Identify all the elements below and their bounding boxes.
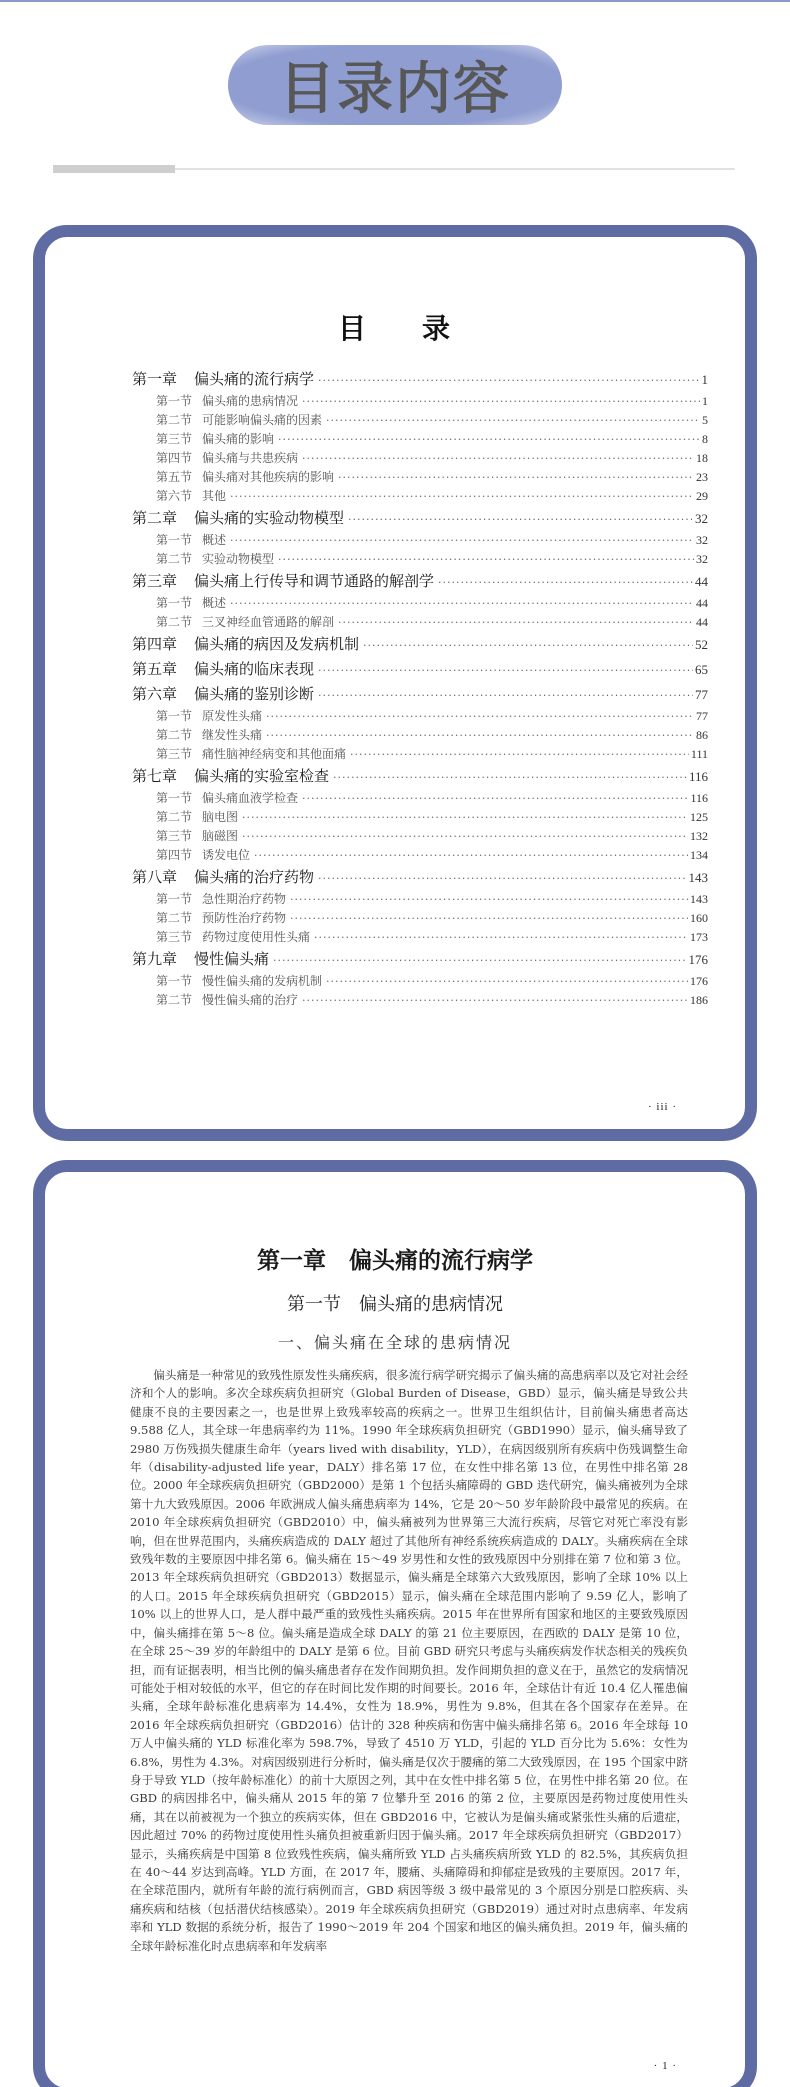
section-number: 第五节 <box>156 470 193 484</box>
section-title: 慢性偏头痛的治疗 <box>202 993 299 1007</box>
page-ref: 23 <box>696 470 708 484</box>
page-ref: 132 <box>690 829 708 843</box>
section-title: 原发性头痛 <box>202 709 263 723</box>
chapter-heading: 第一章 偏头痛的流行病学 <box>257 1248 533 1274</box>
section-title: 急性期治疗药物 <box>202 892 287 906</box>
chapter-number: 第一章 <box>132 370 178 388</box>
dot-leader <box>348 507 693 531</box>
section-title: 偏头痛的患病情况 <box>202 394 299 408</box>
dot-leader <box>273 948 686 972</box>
section-title: 偏头痛对其他疾病的影响 <box>202 470 335 484</box>
dot-leader <box>314 928 688 947</box>
section-title: 概述 <box>202 533 227 547</box>
dot-leader <box>266 726 694 745</box>
toc-section-entry[interactable] <box>132 991 708 1010</box>
page-ref: 44 <box>695 574 708 589</box>
toc-list <box>132 367 708 1010</box>
top-border-strip <box>0 0 790 2</box>
dot-leader <box>350 745 689 764</box>
chapter-number: 第二章 <box>132 509 178 527</box>
toc-heading-left: 目 <box>337 312 368 345</box>
toc-heading-right: 录 <box>422 312 453 345</box>
page-ref: 18 <box>696 451 708 465</box>
page-ref: 116 <box>690 791 708 805</box>
chapter-title: 偏头痛的病因及发病机制 <box>194 635 360 653</box>
page-ref: 125 <box>690 810 708 824</box>
content-page <box>33 1160 757 2087</box>
subsection-heading: 一、偏头痛在全球的患病情况 <box>277 1333 512 1352</box>
toc-chapter-entry[interactable] <box>132 865 708 890</box>
section-number: 第二节 <box>156 993 193 1007</box>
page-ref: 77 <box>696 709 708 723</box>
page-ref: 29 <box>696 489 708 503</box>
section-number: 第四节 <box>156 451 193 465</box>
section-number: 第一节 <box>156 533 193 547</box>
dot-leader <box>318 866 686 890</box>
chapter-number: 第六章 <box>132 685 178 703</box>
section-number: 第二节 <box>156 728 193 742</box>
toc-section-entry[interactable] <box>132 745 708 764</box>
section-number: 第一节 <box>156 394 193 408</box>
page-ref: 176 <box>690 974 708 988</box>
toc-section-entry[interactable] <box>132 827 708 846</box>
section-number: 第三节 <box>156 747 193 761</box>
toc-chapter-entry[interactable] <box>132 682 708 707</box>
page-ref: 86 <box>696 728 708 742</box>
dot-leader <box>338 613 694 632</box>
toc-section-entry[interactable] <box>132 909 708 928</box>
chapter-title: 偏头痛的治疗药物 <box>194 868 315 886</box>
dot-leader <box>326 972 688 991</box>
toc-section-entry[interactable] <box>132 550 708 569</box>
divider-accent <box>53 165 175 173</box>
section-title: 偏头痛与共患疾病 <box>202 451 299 465</box>
toc-chapter-entry[interactable] <box>132 632 708 657</box>
page-ref: 176 <box>688 952 708 967</box>
dot-leader <box>333 765 687 789</box>
section-number: 第三节 <box>156 930 193 944</box>
section-number: 第二节 <box>156 413 193 427</box>
dot-leader <box>254 846 688 865</box>
page-ref: 160 <box>690 911 708 925</box>
section-number: 第三节 <box>156 432 193 446</box>
section-title: 概述 <box>202 596 227 610</box>
toc-chapter-entry[interactable] <box>132 367 708 392</box>
section-title: 实验动物模型 <box>202 552 275 566</box>
dot-leader <box>230 531 694 550</box>
dot-leader <box>318 658 693 682</box>
section-number: 第一节 <box>156 974 193 988</box>
section-number: 第二节 <box>156 810 193 824</box>
toc-section-entry[interactable] <box>132 449 708 468</box>
chapter-number: 第五章 <box>132 660 178 678</box>
section-number: 第四节 <box>156 848 193 862</box>
toc-section-entry[interactable] <box>132 890 708 909</box>
section-title: 诱发电位 <box>202 848 251 862</box>
dot-leader <box>363 633 693 657</box>
section-title: 药物过度使用性头痛 <box>202 930 311 944</box>
toc-section-entry[interactable] <box>132 430 708 449</box>
toc-chapter-entry[interactable] <box>132 947 708 972</box>
section-title: 目录内容 <box>279 57 511 122</box>
section-title: 慢性偏头痛的发病机制 <box>202 974 323 988</box>
chapter-number: 第四章 <box>132 635 178 653</box>
chapter-number: 第九章 <box>132 950 178 968</box>
page-ref: 44 <box>696 615 708 629</box>
dot-leader <box>438 570 693 594</box>
toc-section-entry[interactable] <box>132 487 708 506</box>
section-number: 第二节 <box>156 911 193 925</box>
section-title: 可能影响偏头痛的因素 <box>202 413 323 427</box>
toc-section-entry[interactable] <box>132 808 708 827</box>
chapter-number: 第三章 <box>132 572 178 590</box>
dot-leader <box>338 468 694 487</box>
dot-leader <box>302 449 694 468</box>
page-ref: 32 <box>695 511 708 526</box>
page-ref: 186 <box>690 993 708 1007</box>
page-ref: 8 <box>702 432 708 446</box>
section-number: 第二节 <box>156 615 193 629</box>
chapter-title: 偏头痛的流行病学 <box>194 370 315 388</box>
page-number: · 1 · <box>653 2060 677 2072</box>
section-title: 脑电图 <box>202 810 239 824</box>
toc-chapter-entry[interactable] <box>132 569 708 594</box>
dot-leader <box>302 991 688 1010</box>
page-ref: 111 <box>690 747 708 761</box>
dot-leader <box>266 707 694 726</box>
page-ref: 1 <box>702 394 708 408</box>
dot-leader <box>242 827 688 846</box>
page-ref: 173 <box>690 930 708 944</box>
dot-leader <box>318 683 693 707</box>
page-ref: 5 <box>702 413 708 427</box>
dot-leader <box>230 594 694 613</box>
toc-section-entry[interactable] <box>132 392 708 411</box>
dot-leader <box>302 789 688 808</box>
chapter-number: 第七章 <box>132 767 178 785</box>
toc-section-entry[interactable] <box>132 928 708 947</box>
body-paragraph: 偏头痛是一种常见的致残性原发性头痛疾病，很多流行病学研究揭示了偏头痛的高患病率以及它对社会经济和个人的影响。多次全球疾病负担研究（Global Burden of Disease，GBD）显示，偏头痛是导致公共健康不良的主要因素之一，也是世界上致残率较高的疾病之一。世界卫生组织估计，目前偏头痛患者高达 9.588 亿人，其全球一年患病率约为 11%。1990 年全球疾病负担研究（GBD1990）显示，偏头痛导致了 2980 万伤残损失健康生命年（years lived with disability，YLD），在病因级别所有疾病中伤残调整生命年（disability-adjusted life year，DALY）排名第 17 位，在女性中排名第 13 位，在男性中排名第 28 位。2000 年全球疾病负担研究（GBD2000）是第 1 个包括头痛障碍的 GBD 迭代研究，偏头痛被列为全球第十九大致残原因。2006 年欧洲成人偏头痛患病率为 14%，它是 20～50 岁年龄阶段中最常见的疾病。在 2010 年全球疾病负担研究（GBD2010）中，偏头痛被列为世界第三大流行疾病，尽管它对死亡率没有影响，但在世界范围内，头痛疾病造成的 DALY 超过了其他所有神经系统疾病造成的 DALY。头痛疾病在全球致残年数的主要原因中排名第 6。偏头痛在 15～49 岁男性和女性的致残原因中分别排在第 7 位和第 3 位。2013 年全球疾病负担研究（GBD2013）数据显示，偏头痛是全球第六大致残原因，影响了全球 10% 以上的人口。2015 年全球疾病负担研究（GBD2015）显示，偏头痛在全球范围内影响了 9.59 亿人，影响了 10% 以上的世界人口，是人群中最严重的致残性头痛疾病。2015 年在世界所有国家和地区的主要致残原因中，偏头痛排在第 5～8 位。偏头痛是造成全球 DALY 的第 21 位主要原因，在西欧的 DALY 是第 10 位，在全球 25～39 岁的年龄组中的 DALY 是第 6 位。目前 GBD 研究只考虑与头痛疾病发作状态相关的残疾负担，而有证据表明，相当比例的偏头痛患者存在发作间期负担。发作间期负担的意义在于，虽然它的发病情况可能处于相对较低的水平，但它的存在时间比发作期的时间要长。2016 年，全球估计有近 10.4 亿人罹患偏头痛，全球年龄标准化患病率为 14.4%，女性为 18.9%，男性为 9.8%，但其在各个国家存在差异。在 2016 年全球疾病负担研究（GBD2016）估计的 328 种疾病和伤害中偏头痛排名第 6。2016 年全球每 10 万人中偏头痛的 YLD 标准化率为 598.7%，导致了 4510 万 YLD，引起的 YLD 百分比为 5.6%：女性为 6.8%，男性为 4.3%。对病因级别进行分析时，偏头痛是仅次于腰痛的第二大致残原因，在 195 个国家中跻身于导致 YLD（按年龄标准化）的前十大原因之列，其中在女性中排名第 5 位，在男性中排名第 20 位。在 GBD 的病因排名中，偏头痛从 2015 年的第 7 位攀升至 2016 的第 2 位，主要原因是药物过度使用性头痛，其在以前被视为一个独立的疾病实体，但在 GBD2016 中，它被认为是偏头痛或紧张性头痛的后遗症，因此超过 70% 的药物过度使用性头痛负担被重新归因于偏头痛。2017 年全球疾病负担研究（GBD2017）显示，头痛疾病是中国第 8 位致残性疾病，偏头痛所致 YLD 占头痛疾病所致 YLD 的 82.5%，其疾病负担在 40～44 岁达到高峰。YLD 方面，在 2017 年，腰痛、头痛障碍和抑郁症是致残的主要原因。2017 年，在全球范围内，就所有年龄的流行病例而言，GBD 病因等级 3 级中最常见的 3 个原因分别是口腔疾病、头痛疾病和结核（包括潜伏结核感染）。2019 年全球疾病负担研究（GBD2019）通过对时点患病率、年发病率和 YLD 数据的系统分析，报告了 1990～2019 年 204 个国家和地区的偏头痛负担。2019 年，偏头痛的全球年龄标准化时点患病率和年发病率 <box>130 1368 688 1953</box>
section-number: 第一节 <box>156 709 193 723</box>
section-number: 第六节 <box>156 489 193 503</box>
toc-section-entry[interactable] <box>132 613 708 632</box>
chapter-title: 偏头痛上行传导和调节通路的解剖学 <box>194 572 435 590</box>
dot-leader <box>242 808 688 827</box>
section-title: 三叉神经血管通路的解剖 <box>202 615 335 629</box>
toc-chapter-entry[interactable] <box>132 657 708 682</box>
section-number: 第一节 <box>156 892 193 906</box>
section-number: 第一节 <box>156 596 193 610</box>
toc-section-entry[interactable] <box>132 972 708 991</box>
page-ref: 32 <box>696 533 708 547</box>
section-heading: 第一节 偏头痛的患病情况 <box>287 1294 503 1315</box>
dot-leader <box>290 890 688 909</box>
page-ref: 116 <box>688 769 708 784</box>
dot-leader <box>302 392 700 411</box>
section-number: 第一节 <box>156 791 193 805</box>
page-ref: 52 <box>695 637 708 652</box>
page-ref: 32 <box>696 552 708 566</box>
section-title: 偏头痛血液学检查 <box>202 791 299 805</box>
toc-section-entry[interactable] <box>132 594 708 613</box>
page-ref: 143 <box>688 870 708 885</box>
section-title: 痛性脑神经病变和其他面痛 <box>202 747 347 761</box>
chapter-title: 偏头痛的实验室检查 <box>194 767 330 785</box>
toc-chapter-entry[interactable] <box>132 506 708 531</box>
dot-leader <box>326 411 700 430</box>
toc-section-entry[interactable] <box>132 726 708 745</box>
page-number: · iii · <box>648 1101 677 1113</box>
section-number: 第二节 <box>156 552 193 566</box>
toc-section-entry[interactable] <box>132 789 708 808</box>
toc-section-entry[interactable] <box>132 707 708 726</box>
section-title: 预防性治疗药物 <box>202 911 287 925</box>
toc-page <box>33 225 757 1141</box>
toc-chapter-entry[interactable] <box>132 764 708 789</box>
page-ref: 44 <box>696 596 708 610</box>
toc-section-entry[interactable] <box>132 468 708 487</box>
page-ref: 143 <box>690 892 708 906</box>
toc-section-entry[interactable] <box>132 846 708 865</box>
section-title: 脑磁图 <box>202 829 239 843</box>
toc-section-entry[interactable] <box>132 531 708 550</box>
page-ref: 77 <box>695 687 708 702</box>
chapter-title: 偏头痛的临床表现 <box>194 660 315 678</box>
section-title: 偏头痛的影响 <box>202 432 275 446</box>
page-ref: 134 <box>690 848 708 862</box>
chapter-title: 偏头痛的实验动物模型 <box>194 509 345 527</box>
section-number: 第三节 <box>156 829 193 843</box>
chapter-title: 偏头痛的鉴别诊断 <box>194 685 315 703</box>
dot-leader <box>278 550 694 569</box>
toc-heading <box>45 307 745 347</box>
dot-leader <box>278 430 700 449</box>
dot-leader <box>230 487 694 506</box>
dot-leader <box>290 909 688 928</box>
section-title: 其他 <box>202 489 227 503</box>
dot-leader <box>318 368 699 392</box>
chapter-number: 第八章 <box>132 868 178 886</box>
page-ref: 1 <box>701 372 708 387</box>
page-ref: 65 <box>695 662 708 677</box>
chapter-title: 慢性偏头痛 <box>194 950 270 968</box>
section-title-banner <box>228 45 562 125</box>
section-title: 继发性头痛 <box>202 728 263 742</box>
toc-section-entry[interactable] <box>132 411 708 430</box>
